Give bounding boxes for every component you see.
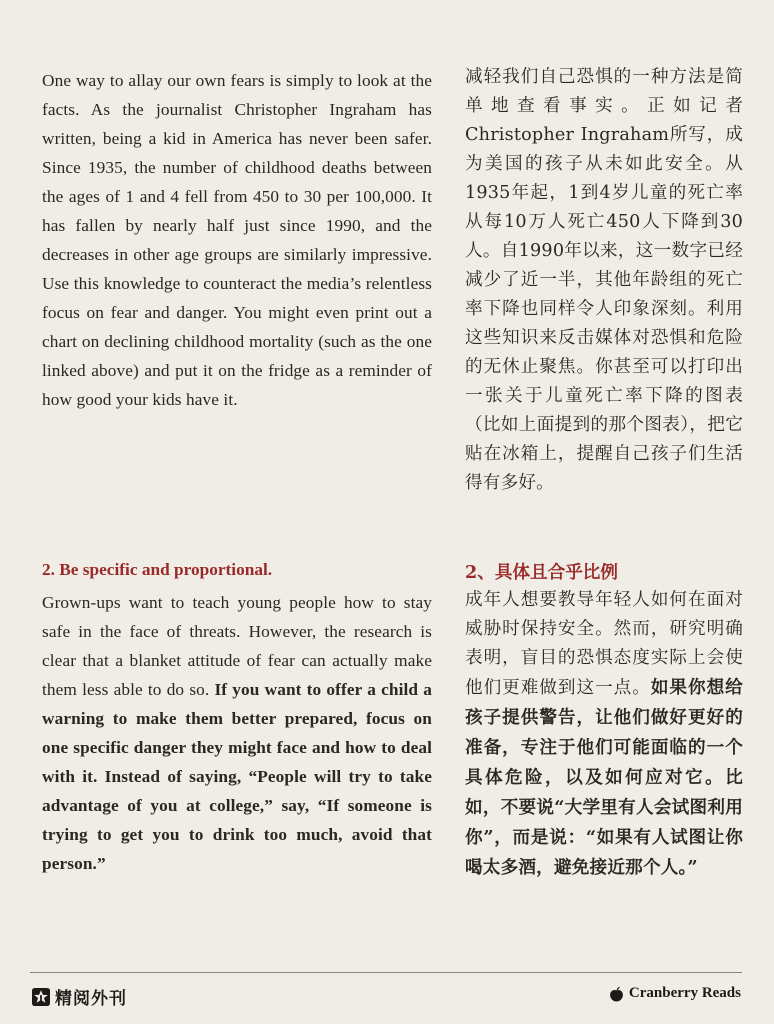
star-badge-icon <box>32 988 50 1006</box>
footer-divider <box>30 972 742 973</box>
chinese-paragraph-2-bold: 如果你想给孩子提供警告，让他们做好更好的准备，专注于他们可能面临的一个具体危险，以及如何应对它。比如，不要说“大学里有人会试图利用你”，而是说：“如果有人试图让你喝太多酒，避免接近那个人。” <box>465 677 743 878</box>
chinese-paragraph-2-regular: 成年人想要教导年轻人如何在面对威胁时保持安全。然而，研究明确表明，盲目的恐惧态度实际上会使他们更难做到这一点。 <box>465 590 743 698</box>
chinese-paragraph-2 <box>465 586 743 883</box>
english-paragraph-2-bold: If you want to offer a child a warning to make them better prepared, focus on one specific danger they might face and how to deal with it. Instead of saying, “People will try to take advantage of you at college,” say, “If someone is trying to get you to drink too much, avoid that person.” <box>42 680 432 873</box>
english-paragraph-1: One way to allay our own fears is simply to look at the facts. As the journalist Christopher Ingraham has written, being a kid in America has never been safer. Since 1935, the number of childhood deaths between the ages of 1 and 4 fell from 450 to 30 per 100,000. It has fallen by nearly half just since 1990, and the decreases in other age groups are similarly impressive. Use this knowledge to counteract the media’s relentless focus on fear and danger. You might even print out a chart on declining childhood mortality (such as the one linked above) and put it on the fridge as a reminder of how good your kids have it. <box>42 71 432 409</box>
chinese-paragraph-1: 减轻我们自己恐惧的一种方法是简单地查看事实。正如记者Christopher Ingraham所写，成为美国的孩子从未如此安全。从1935年起，1到4岁儿童的死亡率从每10万人死亡450人下降到30人。自1990年以来，这一数字已经减少了近一半，其他年龄组的死亡率下降也同样令人印象深刻。利用这些知识来反击媒体对恐惧和危险的无休止聚焦。你甚至可以打印出一张关于儿童死亡率下降的图表（比如上面提到的那个图表），把它贴在冰箱上，提醒自己孩子们生活得有多好。 <box>465 67 743 493</box>
footer-brand-left <box>32 984 127 1009</box>
english-paragraph-2-regular: Grown-ups want to teach young people how to stay safe in the face of threats. However, the research is clear that a blanket attitude of fear can actually make them less able to do so. <box>42 593 432 699</box>
footer-brand-left-text: 精阅外刊 <box>55 989 127 1009</box>
footer-brand-right <box>609 985 741 1002</box>
english-paragraph-2 <box>42 588 432 878</box>
footer-brand-right-text: Cranberry Reads <box>628 985 741 1001</box>
cranberry-icon <box>609 986 624 1002</box>
english-heading-2: 2. Be specific and proportional. <box>42 560 273 579</box>
chinese-heading-2: 2、具体且合乎比例 <box>465 562 618 583</box>
